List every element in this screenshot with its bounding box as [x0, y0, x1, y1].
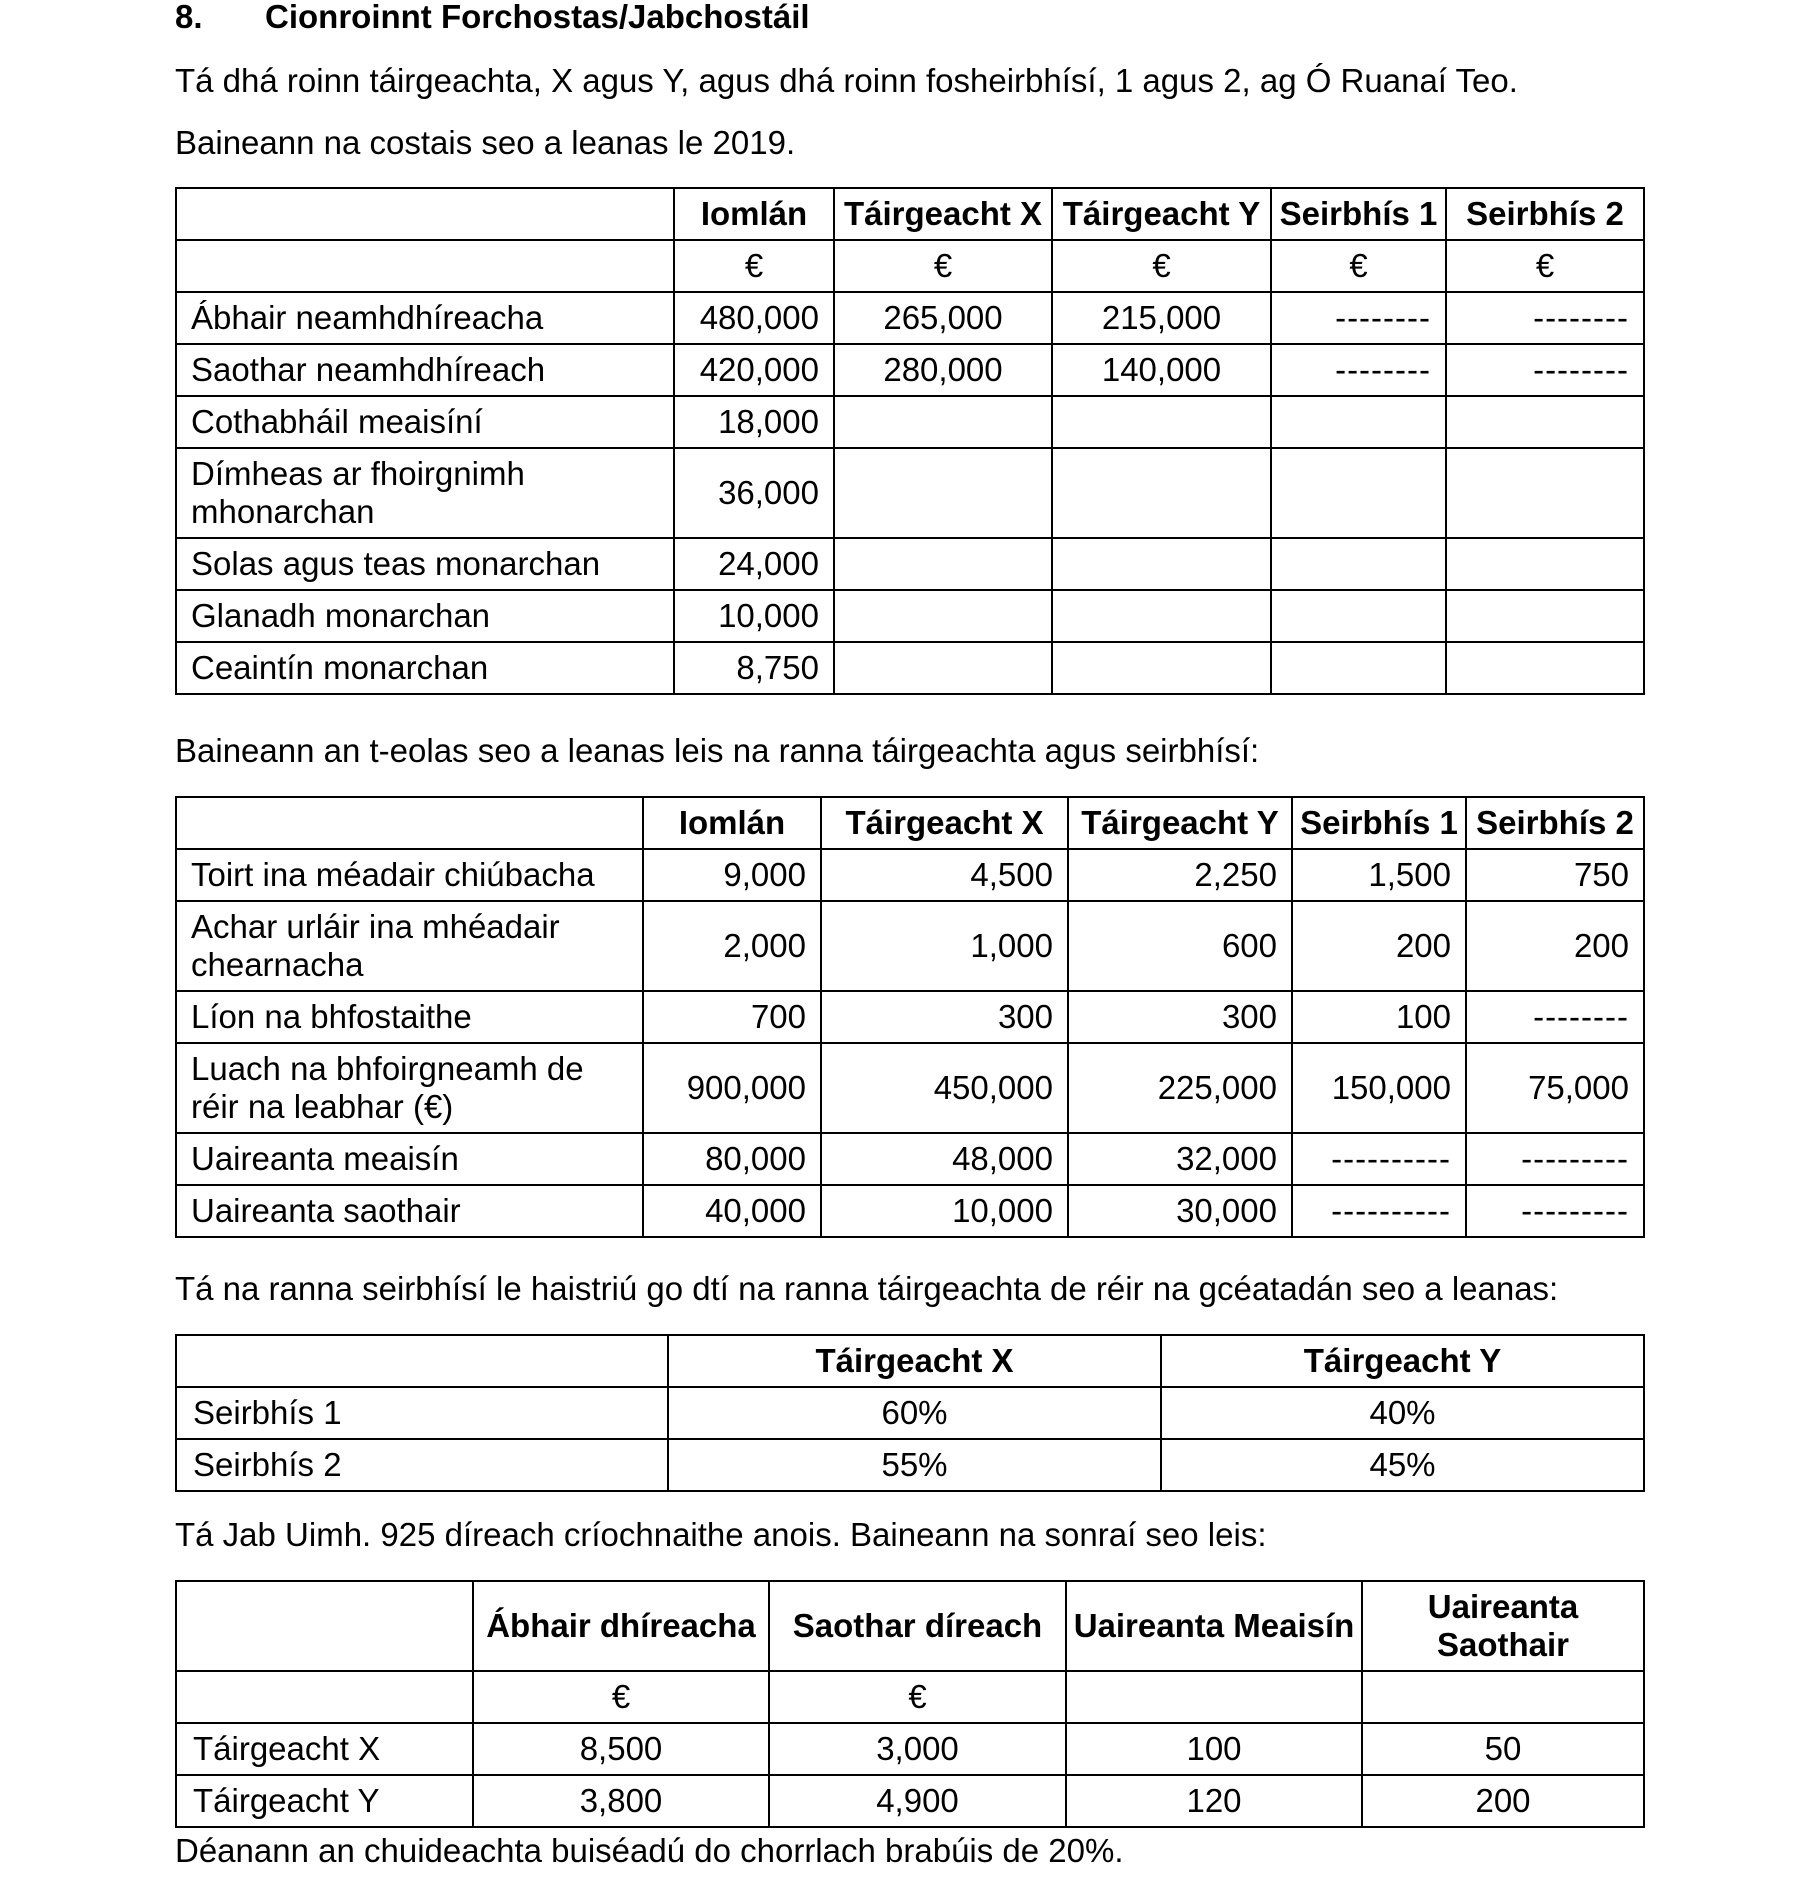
row-label: Solas agus teas monarchan [176, 538, 674, 590]
table-cell: 300 [821, 991, 1068, 1043]
table-cell: 700 [643, 991, 821, 1043]
table-cell: 40% [1161, 1387, 1644, 1439]
row-label: Ábhair neamhdhíreacha [176, 292, 674, 344]
table-cell [1446, 448, 1644, 538]
header-cell: Seirbhís 1 [1271, 188, 1446, 240]
header-cell: Táirgeacht X [668, 1335, 1161, 1387]
table-cell [834, 538, 1052, 590]
table-cell: 3,000 [769, 1723, 1066, 1775]
table-cell: € [473, 1671, 769, 1723]
table-cell: -------- [1466, 991, 1644, 1043]
table-cell [176, 240, 674, 292]
table-cell: 300 [1068, 991, 1292, 1043]
job-header-row [176, 1581, 1644, 1671]
table-cell: 18,000 [674, 396, 834, 448]
info-intro: Baineann an t-eolas seo a leanas leis na ranna táirgeachta agus seirbhísí: [175, 732, 1260, 769]
table-cell [1052, 538, 1271, 590]
table-cell [834, 590, 1052, 642]
header-cell [176, 797, 643, 849]
table-cell: 55% [668, 1439, 1161, 1491]
header-cell: Seirbhís 1 [1292, 797, 1466, 849]
table-cell [1052, 448, 1271, 538]
table-cell: 120 [1066, 1775, 1362, 1827]
table-row [176, 1133, 1644, 1185]
transfer-table [175, 1334, 1645, 1492]
table-row [176, 1775, 1644, 1827]
table-cell: -------- [1446, 344, 1644, 396]
row-label: Seirbhís 1 [176, 1387, 668, 1439]
header-cell: Táirgeacht Y [1068, 797, 1292, 849]
table-cell [1446, 590, 1644, 642]
table-cell [1446, 538, 1644, 590]
question-heading [175, 0, 810, 36]
header-cell [176, 1581, 473, 1671]
table-row [176, 590, 1644, 642]
row-label: Dímheas ar fhoirgnimh mhonarchan [176, 448, 674, 538]
table-cell: 420,000 [674, 344, 834, 396]
table-cell: 40,000 [643, 1185, 821, 1237]
row-label: Glanadh monarchan [176, 590, 674, 642]
table-cell: 280,000 [834, 344, 1052, 396]
row-label: Cothabháil meaisíní [176, 396, 674, 448]
header-cell [176, 1335, 668, 1387]
table-cell: 150,000 [1292, 1043, 1466, 1133]
row-label: Uaireanta meaisín [176, 1133, 643, 1185]
transfer-header-row [176, 1335, 1644, 1387]
table-cell: 200 [1466, 901, 1644, 991]
table-cell: 480,000 [674, 292, 834, 344]
costs-header-row [176, 188, 1644, 240]
table-cell: 36,000 [674, 448, 834, 538]
table-cell: € [769, 1671, 1066, 1723]
table-cell: 600 [1068, 901, 1292, 991]
header-cell: Uaireanta Saothair [1362, 1581, 1644, 1671]
job-intro: Tá Jab Uimh. 925 díreach críochnaithe anois. Baineann na sonraí seo leis: [175, 1516, 1267, 1553]
table-cell: 24,000 [674, 538, 834, 590]
table-cell: ---------- [1292, 1133, 1466, 1185]
table-cell: 4,900 [769, 1775, 1066, 1827]
table-cell: € [674, 240, 834, 292]
table-cell [1362, 1671, 1644, 1723]
table-cell [1271, 538, 1446, 590]
table-row [176, 344, 1644, 396]
table-row [176, 849, 1644, 901]
table-row [176, 1185, 1644, 1237]
header-cell: Seirbhís 2 [1446, 188, 1644, 240]
row-label: Táirgeacht X [176, 1723, 473, 1775]
table-row [176, 1439, 1644, 1491]
table-cell: 10,000 [821, 1185, 1068, 1237]
table-row [176, 642, 1644, 694]
header-cell: Ábhair dhíreacha [473, 1581, 769, 1671]
table-cell: 60% [668, 1387, 1161, 1439]
table-row [176, 1723, 1644, 1775]
table-cell: 1,500 [1292, 849, 1466, 901]
table-cell: 200 [1362, 1775, 1644, 1827]
table-cell: 48,000 [821, 1133, 1068, 1185]
table-row [176, 991, 1644, 1043]
table-row [176, 448, 1644, 538]
header-cell: Táirgeacht X [834, 188, 1052, 240]
table-cell: -------- [1271, 344, 1446, 396]
costs-table [175, 187, 1645, 695]
table-cell [1052, 590, 1271, 642]
table-cell: -------- [1446, 292, 1644, 344]
table-cell: 4,500 [821, 849, 1068, 901]
table-cell: 75,000 [1466, 1043, 1644, 1133]
table-cell [1271, 590, 1446, 642]
table-cell [1271, 642, 1446, 694]
table-cell: 100 [1066, 1723, 1362, 1775]
table-cell: 200 [1292, 901, 1466, 991]
row-label: Saothar neamhdhíreach [176, 344, 674, 396]
header-cell: Iomlán [643, 797, 821, 849]
table-row [176, 396, 1644, 448]
table-cell [1066, 1671, 1362, 1723]
table-cell: 50 [1362, 1723, 1644, 1775]
table-cell: 8,500 [473, 1723, 769, 1775]
table-cell: 750 [1466, 849, 1644, 901]
footer-note: Déanann an chuideachta buiséadú do chorrlach brabúis de 20%. [175, 1832, 1124, 1869]
intro-line-2: Baineann na costais seo a leanas le 2019. [175, 124, 796, 161]
question-number: 8. [175, 0, 203, 35]
table-cell: 215,000 [1052, 292, 1271, 344]
table-row [176, 1387, 1644, 1439]
currency-row [176, 1671, 1644, 1723]
table-row [176, 292, 1644, 344]
header-cell: Táirgeacht Y [1052, 188, 1271, 240]
table-cell: ---------- [1292, 1185, 1466, 1237]
table-cell: 140,000 [1052, 344, 1271, 396]
table-row [176, 1043, 1644, 1133]
table-cell [834, 448, 1052, 538]
table-cell: € [1271, 240, 1446, 292]
table-cell: 9,000 [643, 849, 821, 901]
table-cell [176, 1671, 473, 1723]
job-table [175, 1580, 1645, 1828]
table-cell: 100 [1292, 991, 1466, 1043]
table-cell [1271, 396, 1446, 448]
header-cell: Táirgeacht X [821, 797, 1068, 849]
header-cell: Uaireanta Meaisín [1066, 1581, 1362, 1671]
table-cell: 32,000 [1068, 1133, 1292, 1185]
table-cell [1446, 642, 1644, 694]
intro-line-1: Tá dhá roinn táirgeachta, X agus Y, agus dhá roinn fosheirbhísí, 1 agus 2, ag Ó Ruanaí Teo. [175, 62, 1518, 99]
table-cell: 2,000 [643, 901, 821, 991]
table-cell: 80,000 [643, 1133, 821, 1185]
table-cell: -------- [1271, 292, 1446, 344]
row-label: Uaireanta saothair [176, 1185, 643, 1237]
table-cell [1052, 642, 1271, 694]
table-cell: € [1052, 240, 1271, 292]
header-cell: Iomlán [674, 188, 834, 240]
table-cell: 8,750 [674, 642, 834, 694]
table-row [176, 538, 1644, 590]
row-label: Luach na bhfoirgneamh de réir na leabhar (€) [176, 1043, 643, 1133]
row-label: Líon na bhfostaithe [176, 991, 643, 1043]
row-label: Táirgeacht Y [176, 1775, 473, 1827]
table-cell: 900,000 [643, 1043, 821, 1133]
table-cell: 30,000 [1068, 1185, 1292, 1237]
table-cell: 10,000 [674, 590, 834, 642]
table-cell [834, 642, 1052, 694]
currency-row [176, 240, 1644, 292]
header-cell: Saothar díreach [769, 1581, 1066, 1671]
table-cell [1446, 396, 1644, 448]
table-cell: 1,000 [821, 901, 1068, 991]
question-title: Cionroinnt Forchostas/Jabchostáil [265, 0, 810, 35]
row-label: Toirt ina méadair chiúbacha [176, 849, 643, 901]
table-cell [1271, 448, 1446, 538]
table-cell: € [834, 240, 1052, 292]
table-cell: 45% [1161, 1439, 1644, 1491]
row-label: Achar urláir ina mhéadair chearnacha [176, 901, 643, 991]
table-cell: 3,800 [473, 1775, 769, 1827]
table-row [176, 901, 1644, 991]
table-cell [834, 396, 1052, 448]
row-label: Seirbhís 2 [176, 1439, 668, 1491]
header-cell: Seirbhís 2 [1466, 797, 1644, 849]
table-cell: 450,000 [821, 1043, 1068, 1133]
header-cell [176, 188, 674, 240]
info-header-row [176, 797, 1644, 849]
table-cell: 2,250 [1068, 849, 1292, 901]
table-cell [1052, 396, 1271, 448]
table-cell: 225,000 [1068, 1043, 1292, 1133]
transfer-intro: Tá na ranna seirbhísí le haistriú go dtí na ranna táirgeachta de réir na gcéatadán seo a leanas: [175, 1270, 1559, 1307]
info-table [175, 796, 1645, 1238]
row-label: Ceaintín monarchan [176, 642, 674, 694]
table-cell: --------- [1466, 1185, 1644, 1237]
table-cell: € [1446, 240, 1644, 292]
table-cell: --------- [1466, 1133, 1644, 1185]
header-cell: Táirgeacht Y [1161, 1335, 1644, 1387]
table-cell: 265,000 [834, 292, 1052, 344]
